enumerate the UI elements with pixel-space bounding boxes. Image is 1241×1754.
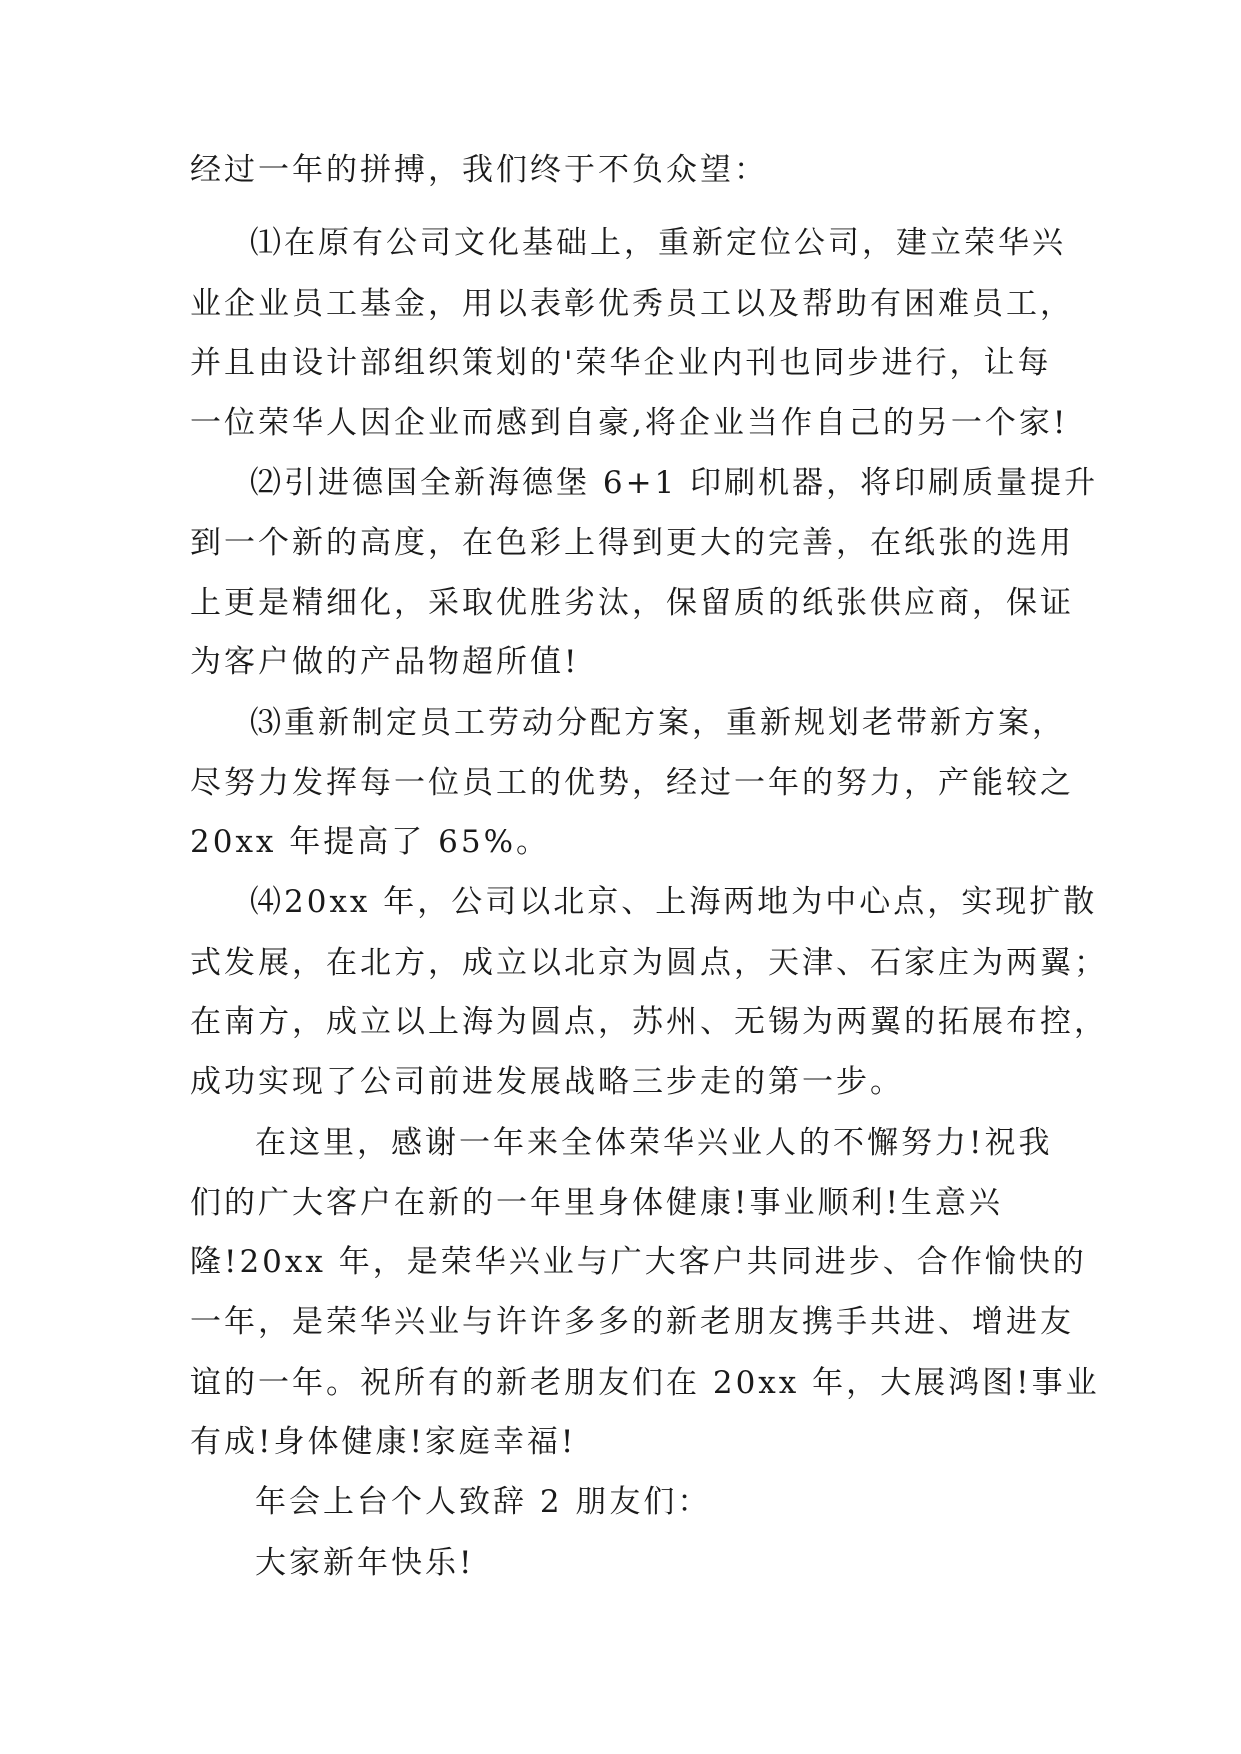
paragraph-line: 上更是精细化，采取优胜劣汰，保留质的纸张供应商，保证 xyxy=(190,585,1074,621)
paragraph-line: ⑵引进德国全新海德堡 6+1 印刷机器，将印刷质量提升 xyxy=(250,465,1099,501)
paragraph-line: 一位荣华人因企业而感到自豪,将企业当作自己的另一个家! xyxy=(190,405,1069,441)
paragraph-line: 到一个新的高度，在色彩上得到更大的完善，在纸张的选用 xyxy=(190,525,1074,561)
paragraph-line: 成功实现了公司前进发展战略三步走的第一步。 xyxy=(190,1064,904,1100)
paragraph-line: ⑴在原有公司文化基础上，重新定位公司，建立荣华兴 xyxy=(250,225,1066,261)
paragraph-line: 隆!20xx 年，是荣华兴业与广大客户共同进步、合作愉快的 xyxy=(190,1244,1087,1280)
paragraph-line: 并且由设计部组织策划的'荣华企业内刊也同步进行，让每 xyxy=(190,345,1052,381)
paragraph-line: 20xx 年提高了 65%。 xyxy=(190,824,551,860)
paragraph-line: ⑷20xx 年，公司以北京、上海两地为中心点，实现扩散 xyxy=(250,884,1098,920)
paragraph-line: 经过一年的拼搏，我们终于不负众望： xyxy=(190,152,768,188)
paragraph-line: 年会上台个人致辞 2 朋友们： xyxy=(255,1484,712,1520)
paragraph-line: 为客户做的产品物超所值! xyxy=(190,644,580,680)
paragraph-line: 在南方，成立以上海为圆点，苏州、无锡为两翼的拓展布控， xyxy=(190,1004,1108,1040)
paragraph-line: 有成!身体健康!家庭幸福! xyxy=(190,1424,577,1460)
paragraph-line: 谊的一年。祝所有的新老朋友们在 20xx 年，大展鸿图!事业 xyxy=(190,1365,1100,1401)
paragraph-line: 式发展，在北方，成立以北京为圆点，天津、石家庄为两翼； xyxy=(190,945,1108,981)
paragraph-line: 尽努力发挥每一位员工的优势，经过一年的努力，产能较之 xyxy=(190,765,1074,801)
paragraph-line: 在这里，感谢一年来全体荣华兴业人的不懈努力!祝我 xyxy=(255,1125,1053,1161)
paragraph-line: ⑶重新制定员工劳动分配方案，重新规划老带新方案， xyxy=(250,705,1066,741)
paragraph-line: 一年，是荣华兴业与许许多多的新老朋友携手共进、增进友 xyxy=(190,1304,1074,1340)
paragraph-line: 业企业员工基金，用以表彰优秀员工以及帮助有困难员工， xyxy=(190,286,1074,322)
paragraph-line: 们的广大客户在新的一年里身体健康!事业顺利!生意兴 xyxy=(190,1185,1003,1221)
paragraph-line: 大家新年快乐! xyxy=(255,1545,475,1581)
